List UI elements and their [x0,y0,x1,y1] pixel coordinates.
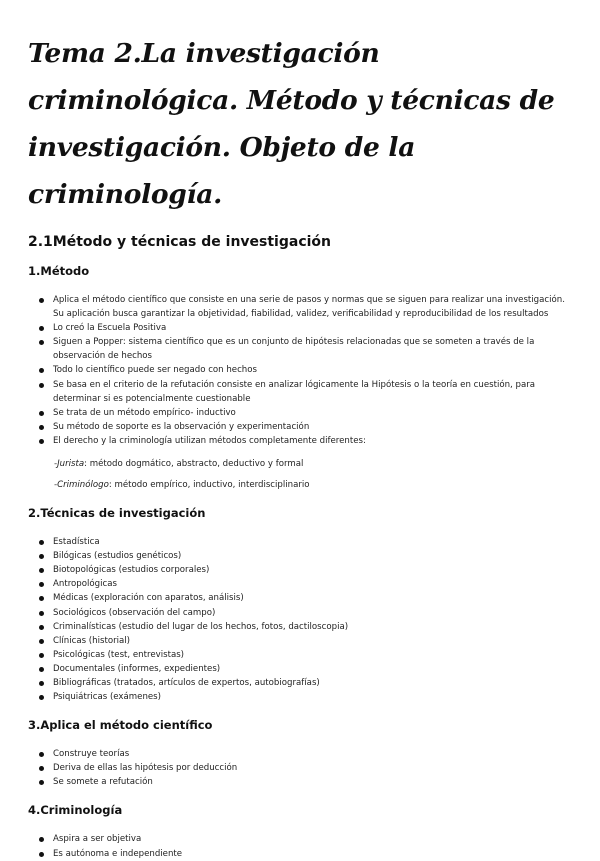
bullet-icon [39,625,44,630]
bullet-icon [39,340,44,345]
list-item: Psicológicas (test, entrevistas) [53,648,572,662]
bullet-icon [39,667,44,672]
list-item: Aplica el método científico que consiste en una serie de pasos y normas que se siguen para realizar una investigación. Su aplicación busca garantizar la objetividad, fiabilidad, validez, verificabilidad y reproducibilidad de los resultados [53,293,572,321]
metodo-list [28,293,572,448]
list-item: Médicas (exploración con aparatos, análisis) [53,591,572,605]
list-item: Siguen a Popper: sistema científico que es un conjunto de hipótesis relacionadas que se someten a través de la observación de hechos [53,335,572,363]
bullet-icon [39,653,44,658]
list-item: El derecho y la criminología utilizan métodos completamente diferentes: [53,434,572,448]
bullet-icon [39,326,44,331]
bullet-icon [39,752,44,757]
list-item: Bilógicas (estudios genéticos) [53,549,572,563]
list-item: Documentales (informes, expedientes) [53,662,572,676]
bullet-icon [39,780,44,785]
metodo-heading: 1.Método [28,264,90,278]
page-title: Tema 2.La investigación criminológica. Método y técnicas de investigación. Objeto de la criminología. [28,38,555,210]
bullet-icon [39,411,44,416]
bullet-icon [39,383,44,388]
criminologo-line: -Criminólogo: método empírico, inductivo, interdisciplinario [54,480,310,491]
section-heading: 2.1Método y técnicas de investigación [28,234,332,250]
list-item: Lo creó la Escuela Positiva [53,321,572,335]
bullet-icon [39,554,44,559]
list-item: Se trata de un método empírico- inductivo [53,406,572,420]
bullet-icon [39,611,44,616]
bullet-icon [39,540,44,545]
list-item: Aspira a ser objetiva [53,832,572,846]
list-item: Construye teorías [53,747,572,761]
list-item: Es autónoma e independiente [53,847,572,861]
list-item: Psiquiátricas (exámenes) [53,690,572,704]
list-item: Deriva de ellas las hipótesis por deducción [53,761,572,775]
list-item: Su método de soporte es la observación y experimentación [53,420,572,434]
list-item: Se basa en el criterio de la refutación consiste en analizar lógicamente la Hipótesis o la teoría en cuestión, para determinar si es potencialmente cuestionable [53,378,572,406]
list-item: Se somete a refutación [53,775,572,789]
bullet-icon [39,837,44,842]
tecnicas-heading: 2.Técnicas de investigación [28,506,206,521]
bullet-icon [39,695,44,700]
aplica-list [28,747,572,789]
list-item: Clínicas (historial) [53,634,572,648]
aplica-heading: 3.Aplica el método científico [28,718,213,733]
bullet-icon [39,425,44,430]
criminologia-list [28,832,572,860]
list-item: Todo lo científico puede ser negado con hechos [53,363,572,377]
bullet-icon [39,766,44,771]
list-item: Bibliográficas (tratados, artículos de expertos, autobiografías) [53,676,572,690]
bullet-icon [39,439,44,444]
jurista-line: -Jurista: método dogmático, abstracto, deductivo y formal [54,459,304,470]
list-item: Sociológicos (observación del campo) [53,606,572,620]
bullet-icon [39,298,44,303]
bullet-icon [39,368,44,373]
criminologia-heading: 4.Criminología [28,803,123,818]
bullet-icon [39,639,44,644]
bullet-icon [39,596,44,601]
bullet-icon [39,852,44,857]
list-item: Biotopológicas (estudios corporales) [53,563,572,577]
bullet-icon [39,681,44,686]
list-item: Estadística [53,535,572,549]
tecnicas-list [28,535,572,704]
bullet-icon [39,568,44,573]
list-item: Antropológicas [53,577,572,591]
bullet-icon [39,582,44,587]
list-item: Criminalísticas (estudio del lugar de los hechos, fotos, dactiloscopia) [53,620,572,634]
